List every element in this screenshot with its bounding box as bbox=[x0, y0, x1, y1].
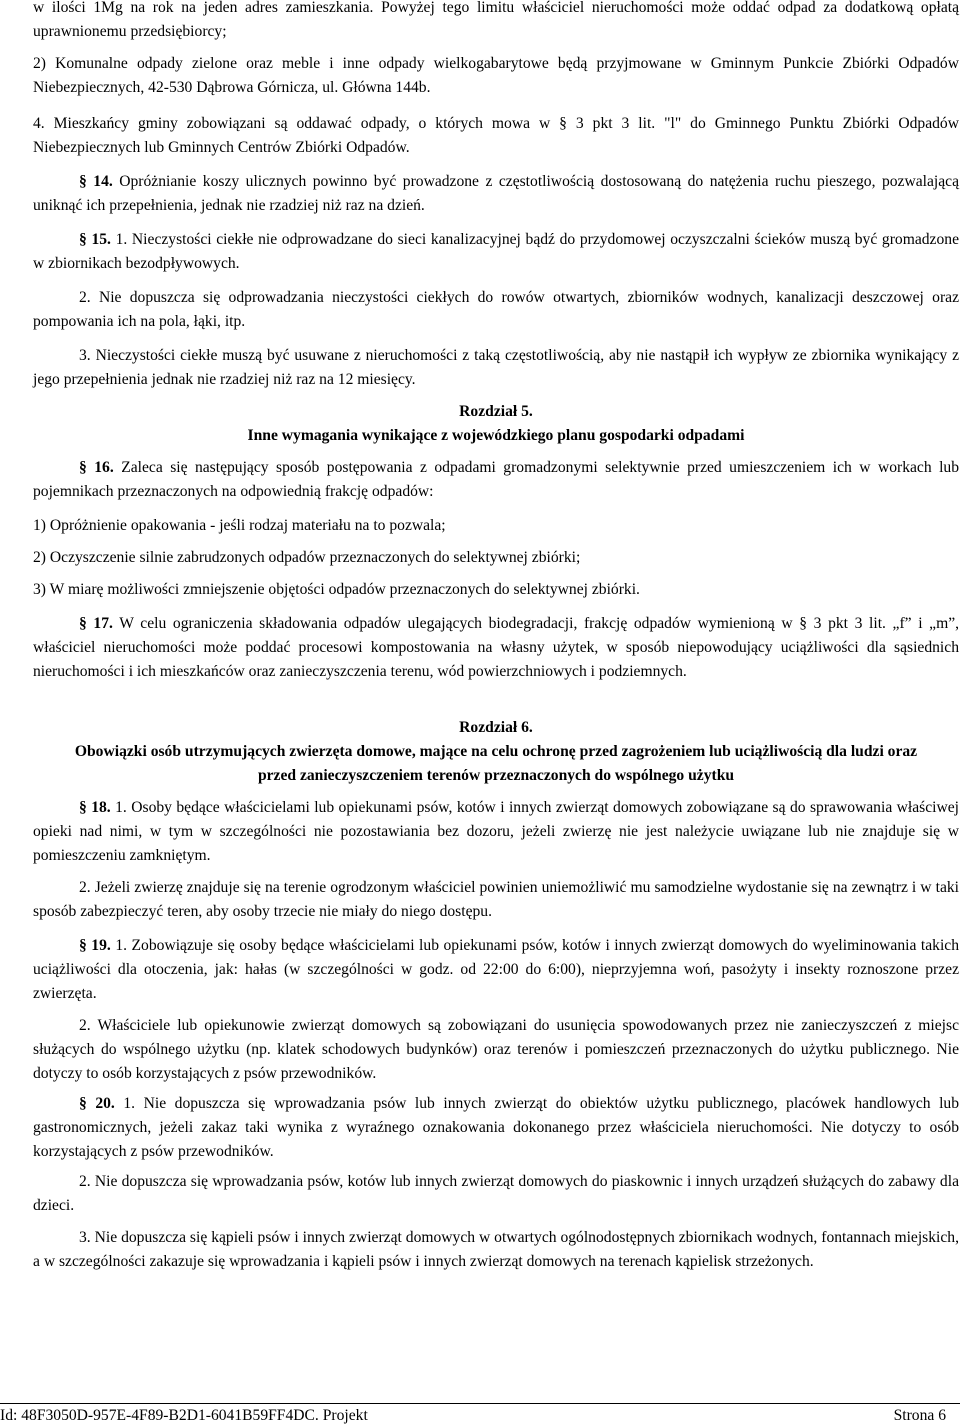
section-16-item-1: 1) Opróżnienie opakowania - jeśli rodzaj materiału na to pozwala; bbox=[33, 517, 446, 534]
section-20 bbox=[33, 1092, 959, 1165]
chapter-6-title: Rozdział 6. bbox=[459, 719, 533, 736]
section-number: § 19. bbox=[79, 937, 111, 954]
section-15-point-2: 2. Nie dopuszcza się odprowadzania nieczystości ciekłych do rowów otwartych, zbiorników wodnych, kanalizacji deszczowej oraz pompowania ich na pola, łąki, itp. bbox=[33, 289, 959, 331]
section-16-item-3: 3) W miarę możliwości zmniejszenie objętości odpadów przeznaczonych do selektywnej zbiórki. bbox=[33, 581, 640, 598]
section-16-item-2: 2) Oczyszczenie silnie zabrudzonych odpadów przeznaczonych do selektywnej zbiórki; bbox=[33, 549, 581, 566]
section-number: § 15. bbox=[79, 231, 111, 248]
section-20-point-2: 2. Nie dopuszcza się wprowadzania psów, kotów lub innych zwierząt domowych do piaskownic i innych urządzeń służących do zabawy dla dzieci. bbox=[33, 1173, 959, 1215]
section-number: § 14. bbox=[79, 173, 113, 190]
section-text: 1. Osoby będące właścicielami lub opiekunami psów, kotów i innych zwierząt domowych zobowiązane są do sprawowania właściwej opieki nad nimi, w tym w szczególności nie pozostawiania bez dozoru, jeżeli zwierzę nie jest należycie uwiązane lub nie znajduje się w pomieszczeniu zamkniętym. bbox=[33, 799, 960, 865]
section-18-point-2: 2. Jeżeli zwierzę znajduje się na terenie ogrodzonym właściciel powinien uniemożliwić mu samodzielne wydostanie się na zewnątrz i w taki sposób zabezpieczyć teren, aby osoby trzecie nie miały do niego dostępu. bbox=[33, 879, 959, 921]
page-number: Strona 6 bbox=[893, 1407, 946, 1424]
footer-divider bbox=[0, 1403, 960, 1404]
section-17 bbox=[33, 612, 959, 685]
paragraph-continuation: w ilości 1Mg na rok na jeden adres zamieszkania. Powyżej tego limitu właściciel nieruchomości może oddać odpad za dodatkową opłatą uprawnionemu przedsiębiorcy; bbox=[33, 0, 959, 41]
section-number: § 18. bbox=[79, 799, 111, 816]
section-text: Opróżnianie koszy ulicznych powinno być prowadzone z częstotliwością dostosowaną do natężenia ruchu pieszego, pozwalającą uniknąć ich przepełnienia, jednak nie rzadziej niż raz na dzień. bbox=[33, 173, 959, 215]
section-15-point-3: 3. Nieczystości ciekłe muszą być usuwane z nieruchomości z taką częstotliwością, aby nie nastąpił ich wypływ ze zbiornika wynikający z jego przepełnienia jednak nie rzadziej niż raz na 12 miesięcy. bbox=[33, 347, 959, 389]
document-id: Id: 48F3050D-957E-4F89-B2D1-6041B59FF4DC. Projekt bbox=[0, 1407, 368, 1424]
chapter-6-subtitle: Obowiązki osób utrzymujących zwierzęta domowe, mające na celu ochronę przed zagrożeniem lub uciążliwością dla ludzi oraz przed zanieczyszczeniem terenów przeznaczonych do wspólnego użytku bbox=[74, 743, 918, 785]
section-text: W celu ograniczenia składowania odpadów ulegających biodegradacji, frakcję odpadów wymienioną w § 3 pkt 3 lit. „f” i „m”, właściciel nieruchomości może poddać procesowi kompostowania na własny użytek, w sposób niepowodujący uciążliwości dla sąsiednich nieruchomości i ich mieszkańców oraz zanieczyszczenia terenu, wód powierzchniowych i podziemnych. bbox=[33, 615, 960, 681]
chapter-5-title: Rozdział 5. bbox=[459, 403, 533, 420]
section-text: 1. Nie dopuszcza się wprowadzania psów lub innych zwierząt do obiektów użytku publicznego, placówek handlowych lub gastronomicznych, jeżeli zakaz taki wynika z wyraźnego oznakowania dokonanego przez właściciela nieruchomości. Nie dotyczy to osób korzystających z psów przewodników. bbox=[33, 1095, 959, 1161]
section-14 bbox=[33, 170, 959, 218]
section-text: 1. Zobowiązuje się osoby będące właścicielami lub opiekunami psów, kotów i innych zwierząt domowych do wyeliminowania takich uciążliwości dla otoczenia, jak: hałas (w szczególności w godz. od 22:00 do 6:00), nieprzyjemna woń, pasożyty i insekty roznoszone przez zwierzęta. bbox=[33, 937, 959, 1003]
paragraph-item-4: 4. Mieszkańcy gminy zobowiązani są oddawać odpady, o których mowa w § 3 pkt 3 lit. "l" do Gminnego Punktu Zbiórki Odpadów Niebezpiecznych lub Gminnych Centrów Zbiórki Odpadów. bbox=[33, 115, 959, 157]
section-number: § 17. bbox=[79, 615, 113, 632]
section-20-point-3: 3. Nie dopuszcza się kąpieli psów i innych zwierząt domowych w otwartych ogólnodostępnych zbiornikach wodnych, fontannach miejskich, a w szczególności zakazuje się wprowadzania i kąpieli psów i innych zwierząt domowych na terenach kąpielisk strzeżonych. bbox=[33, 1229, 959, 1271]
section-18 bbox=[33, 796, 959, 869]
chapter-5-subtitle: Inne wymagania wynikające z wojewódzkiego planu gospodarki odpadami bbox=[247, 427, 745, 444]
section-number: § 16. bbox=[79, 459, 114, 476]
section-15 bbox=[33, 228, 959, 276]
section-number: § 20. bbox=[79, 1095, 115, 1112]
section-text: 1. Nieczystości ciekłe nie odprowadzane do sieci kanalizacyjnej bądź do przydomowej oczyszczalni ścieków muszą być gromadzone w zbiornikach bezodpływowych. bbox=[33, 231, 959, 273]
section-19 bbox=[33, 934, 959, 1007]
paragraph-item-2: 2) Komunalne odpady zielone oraz meble i inne odpady wielkogabarytowe będą przyjmowane w Gminnym Punkcie Zbiórki Odpadów Niebezpiecznych, 42-530 Dąbrowa Górnicza, ul. Główna 144b. bbox=[33, 55, 959, 97]
section-text: Zaleca się następujący sposób postępowania z odpadami gromadzonymi selektywnie przed umieszczeniem ich w workach lub pojemnikach przeznaczonych na odpowiednią frakcję odpadów: bbox=[33, 459, 960, 501]
section-16 bbox=[33, 456, 959, 504]
section-19-point-2: 2. Właściciele lub opiekunowie zwierząt domowych są zobowiązani do usunięcia spowodowanych przez nie zanieczyszczeń z miejsc służących do wspólnego użytku (np. klatek schodowych budynków) oraz terenów i pomieszczeń przeznaczonych do użytku publicznego. Nie dotyczy to osób korzystających z psów przewodników. bbox=[33, 1017, 959, 1083]
